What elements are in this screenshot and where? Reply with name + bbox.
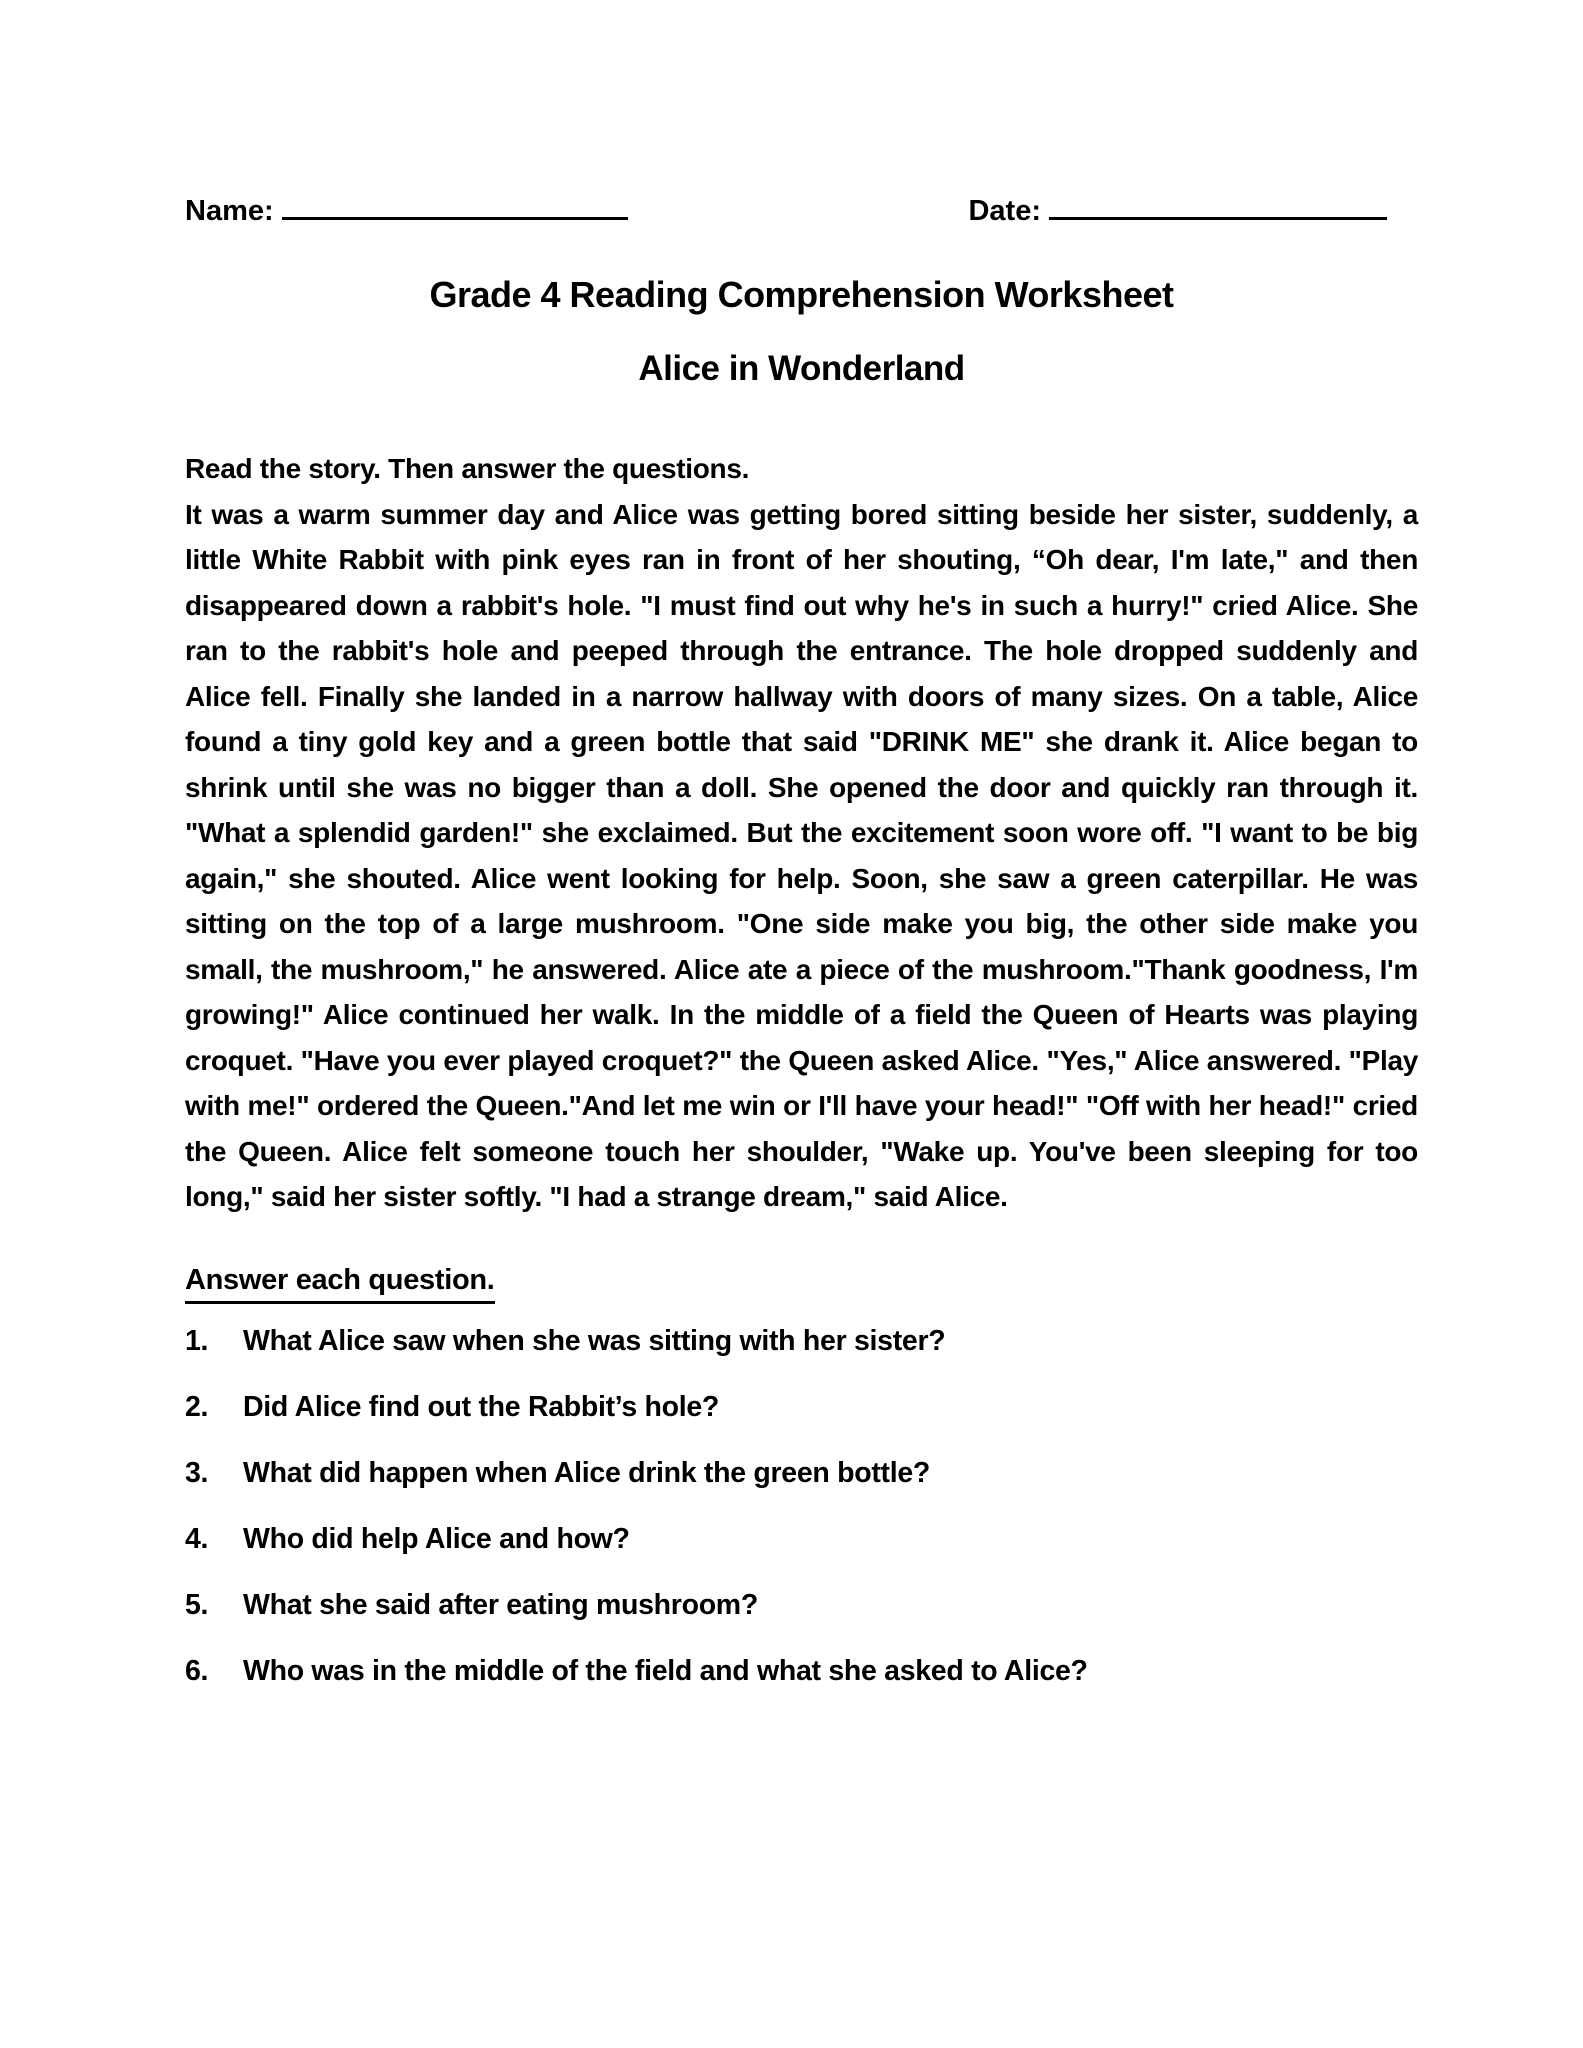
name-label: Name: xyxy=(185,195,274,227)
question-number: 4. xyxy=(185,1522,209,1555)
header-row xyxy=(0,188,1583,228)
question-number: 1. xyxy=(185,1324,209,1357)
date-field xyxy=(968,188,1387,228)
question-item xyxy=(185,1516,1418,1562)
story-paragraph: It was a warm summer day and Alice was getting bored sitting beside her sister, suddenly, a little White Rabbit with pink eyes ran in front of her shouting, “Oh dear, I'm late," and then disappeared down a rabbit's hole. "I must find out why he's in such a hurry!" cried Alice. She ran to the rabbit's hole and peeped through the entrance. The hole dropped suddenly and Alice fell. Finally she landed in a narrow hallway with doors of many sizes. On a table, Alice found a tiny gold key and a green bottle that said "DRINK ME" she drank it. Alice began to shrink until she was no bigger than a doll. She opened the door and quickly ran through it. "What a splendid garden!" she exclaimed. But the excitement soon wore off. "I want to be big again," she shouted. Alice went looking for help. Soon, she saw a green caterpillar. He was sitting on the top of a large mushroom. "One side make you big, the other side make you small, the mushroom," he answered. Alice ate a piece of the mushroom."Thank goodness, I'm growing!" Alice continued her walk. In the middle of a field the Queen of Hearts was playing croquet. "Have you ever played croquet?" the Queen asked Alice. "Yes," Alice answered. "Play with me!" ordered the Queen."And let me win or I'll have your head!" "Off with her head!" cried the Queen. Alice felt someone touch her shoulder, "Wake up. You've been sleeping for too long," said her sister softly. "I had a strange dream," said Alice. xyxy=(185,498,1418,1212)
content-area xyxy=(0,274,1583,1694)
worksheet-title: Grade 4 Reading Comprehension Worksheet xyxy=(429,274,1174,315)
question-number: 3. xyxy=(185,1456,209,1489)
date-blank-line xyxy=(1049,188,1387,220)
name-blank-line xyxy=(282,188,628,220)
name-field xyxy=(185,188,628,228)
date-label: Date: xyxy=(968,195,1041,227)
question-item xyxy=(185,1582,1418,1628)
question-text: Who was in the middle of the field and what she asked to Alice? xyxy=(243,1654,1088,1687)
question-number: 6. xyxy=(185,1654,209,1687)
question-text: Who did help Alice and how? xyxy=(243,1522,630,1555)
question-item xyxy=(185,1648,1418,1694)
question-list xyxy=(185,1318,1418,1694)
question-number: 2. xyxy=(185,1390,209,1423)
answer-heading-wrap xyxy=(185,1260,1418,1304)
question-number: 5. xyxy=(185,1588,209,1621)
instruction-text: Read the story. Then answer the questions. xyxy=(185,453,750,484)
question-item xyxy=(185,1450,1418,1496)
answer-heading: Answer each question. xyxy=(185,1260,495,1304)
worksheet-subtitle: Alice in Wonderland xyxy=(638,349,965,388)
question-text: What she said after eating mushroom? xyxy=(243,1588,758,1621)
question-item xyxy=(185,1384,1418,1430)
question-text: What did happen when Alice drink the green bottle? xyxy=(243,1456,930,1489)
question-text: What Alice saw when she was sitting with her sister? xyxy=(243,1324,946,1357)
question-item xyxy=(185,1318,1418,1364)
question-text: Did Alice find out the Rabbit’s hole? xyxy=(243,1390,720,1423)
